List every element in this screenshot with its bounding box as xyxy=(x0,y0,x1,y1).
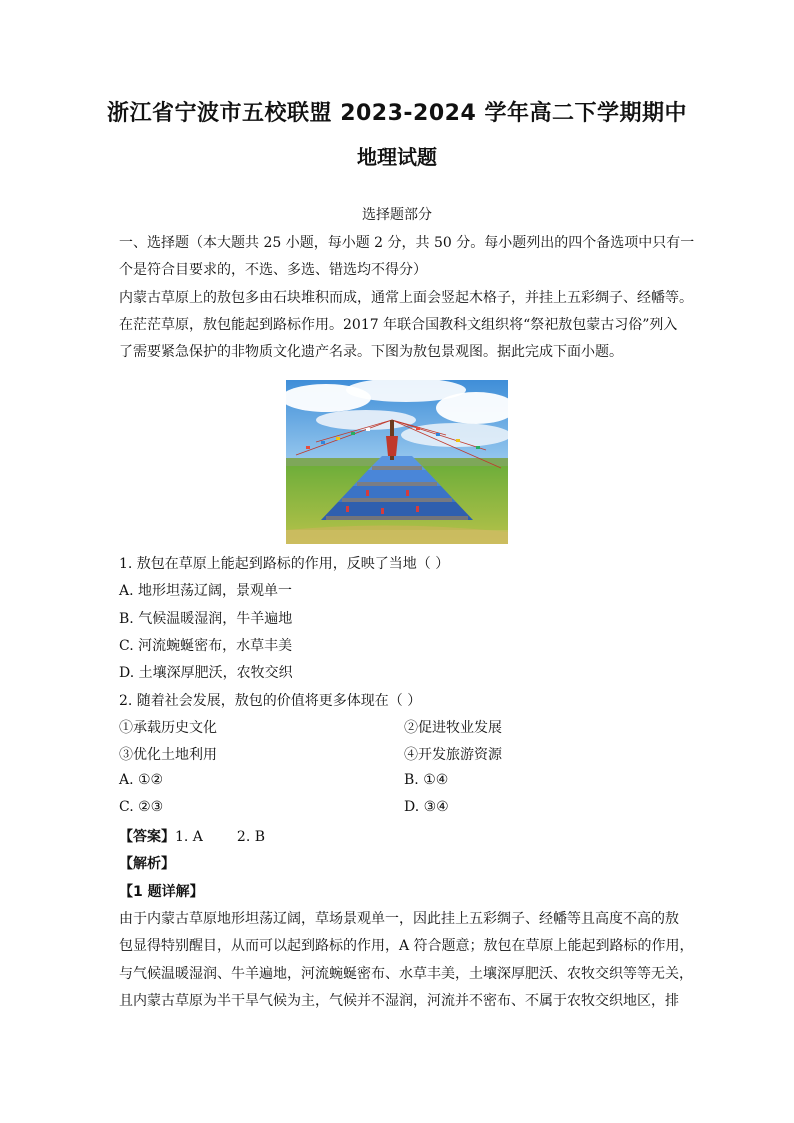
q1-option-c: C. 河流蜿蜒密布，水草丰美 xyxy=(119,638,293,654)
answer-label: 【答案】 xyxy=(119,829,175,845)
exam-subject: 地理试题 xyxy=(357,145,437,169)
instruction-line: 一、选择题（本大题共 25 小题，每小题 2 分，共 50 分。每小题列出的四个备选项中只有一 xyxy=(119,235,695,251)
explanation-line: 且内蒙古草原为半干旱气候为主，气候并不湿润，河流并不密布、不属于农牧交织地区，排 xyxy=(119,993,679,1009)
explanation-line: 与气候温暖湿润、牛羊遍地，河流蜿蜒密布、水草丰美，土壤深厚肥沃、农牧交织等等无关， xyxy=(119,966,693,982)
exam-title: 浙江省宁波市五校联盟 2023-2024 学年高二下学期期中 xyxy=(107,101,687,126)
question-2-stem: 2. 随着社会发展，敖包的价值将更多体现在（ ） xyxy=(119,693,422,709)
q2-item-1: ①承载历史文化 xyxy=(119,720,217,736)
q1-option-d: D. 土壤深厚肥沃，农牧交织 xyxy=(119,665,293,681)
passage-line: 了需要紧急保护的非物质文化遗产名录。下图为敖包景观图。据此完成下面小题。 xyxy=(119,344,623,360)
section-label: 选择题部分 xyxy=(362,207,432,223)
detail-label: 【1 题详解】 xyxy=(119,884,204,900)
q2-item-4: ④开发旅游资源 xyxy=(404,747,502,763)
explanation-line: 包显得特别醒目，从而可以起到路标的作用，A 符合题意；敖包在草原上能起到路标的作用， xyxy=(119,938,694,954)
q2-option-a: A. ①② xyxy=(119,772,164,788)
answer-q2: 2. B xyxy=(236,829,266,845)
q2-option-b: B. ①④ xyxy=(404,772,449,788)
analysis-label: 【解析】 xyxy=(119,856,175,872)
q2-item-2: ②促进牧业发展 xyxy=(404,720,502,736)
question-1-stem: 1. 敖包在草原上能起到路标的作用，反映了当地（ ） xyxy=(119,556,450,572)
q1-option-a: A. 地形坦荡辽阔，景观单一 xyxy=(119,583,293,599)
q2-option-d: D. ③④ xyxy=(404,799,449,815)
answer-line xyxy=(119,826,689,846)
passage-line: 在茫茫草原，敖包能起到路标作用。2017 年联合国教科文组织将“祭祀敖包蒙古习俗”列入 xyxy=(119,317,678,333)
q1-option-b: B. 气候温暖湿润，牛羊遍地 xyxy=(119,611,293,627)
instruction-line: 个是符合目要求的，不选、多选、错选均不得分） xyxy=(119,262,427,278)
answer-q1: 1. A xyxy=(175,829,203,845)
q2-option-c: C. ②③ xyxy=(119,799,164,815)
q2-item-3: ③优化土地利用 xyxy=(119,747,217,763)
passage-line: 内蒙古草原上的敖包多由石块堆积而成，通常上面会竖起木格子，并挂上五彩绸子、经幡等。 xyxy=(119,290,693,306)
explanation-line: 由于内蒙古草原地形坦荡辽阔，草场景观单一，因此挂上五彩绸子、经幡等且高度不高的敖 xyxy=(119,911,679,927)
aobao-landscape-image xyxy=(286,380,508,544)
